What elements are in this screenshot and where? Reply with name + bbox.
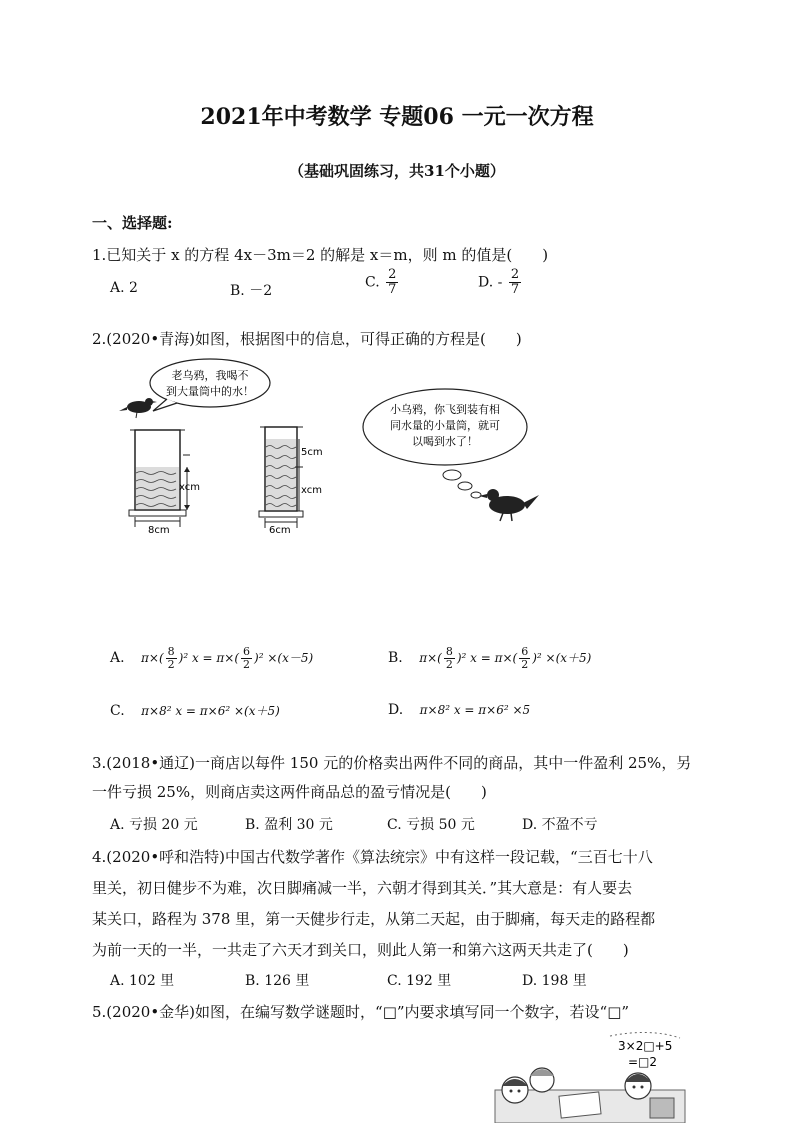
fraction-numerator: 8 bbox=[445, 645, 453, 658]
student-left-icon bbox=[502, 1077, 528, 1103]
bubble-1-line-2: 到大量筒中的水！ bbox=[166, 385, 254, 398]
q2-option-a bbox=[110, 646, 313, 671]
question-2-stem: 2.(2020•青海)如图，根据图中的信息，可得正确的方程是( ) bbox=[92, 330, 522, 348]
fraction-denominator: 7 bbox=[510, 282, 520, 297]
fraction-numerator: 6 bbox=[243, 645, 251, 658]
fraction-numerator: 2 bbox=[388, 267, 397, 282]
thought-dot-2 bbox=[458, 482, 472, 490]
question-4-line-2: 里关，初日健步不为难，次日脚痛减一半，六朝才得到其关．”其大意是：有人要去 bbox=[92, 879, 633, 897]
q3-option-d: D. 不盈不亏 bbox=[522, 817, 598, 833]
puzzle-line-1: 3×2□+5 bbox=[618, 1039, 673, 1053]
fraction-numerator: 2 bbox=[510, 267, 520, 282]
fraction-denominator: 2 bbox=[521, 658, 529, 671]
math-puzzle-figure bbox=[490, 1028, 690, 1123]
q4-option-d: D. 198 里 bbox=[522, 973, 587, 989]
q2-option-c-expr: π×8² x = π×6² ×(x＋5) bbox=[141, 704, 280, 718]
fraction-numerator: 6 bbox=[521, 645, 529, 658]
question-4-line-4: 为前一天的一半，一共走了六天才到关口，则此人第一和第六这两天共走了( ) bbox=[92, 941, 629, 959]
q2-option-b-label: B. bbox=[388, 650, 403, 666]
expr-part: )² x = π×( bbox=[456, 651, 518, 665]
q1-option-c-label: C. bbox=[365, 274, 380, 291]
q3-option-a: A. 亏损 20 元 bbox=[110, 817, 198, 833]
label-6cm: 6cm bbox=[269, 525, 291, 536]
expr-part: )² ×(x－5) bbox=[254, 651, 314, 665]
q2-option-d-expr: π×8² x = π×6² ×5 bbox=[419, 703, 531, 717]
q1-option-c-fraction bbox=[386, 268, 398, 297]
q2-option-d bbox=[388, 702, 530, 718]
thought-dot-3 bbox=[471, 492, 481, 498]
label-xcm-large: xcm bbox=[179, 482, 200, 493]
chair bbox=[650, 1098, 674, 1118]
bubble-2-line-1: 小乌鸦，你飞到装有相 bbox=[390, 403, 500, 416]
bubble-2-line-2: 同水量的小量筒，就可 bbox=[390, 419, 500, 432]
bubble-2-line-3: 以喝到水了！ bbox=[412, 435, 478, 448]
q1-option-a: A. 2 bbox=[110, 280, 138, 296]
student-middle-icon bbox=[530, 1068, 554, 1092]
q2-option-c bbox=[110, 702, 280, 719]
page-subtitle: （基础巩固练习，共31个小题） bbox=[289, 162, 505, 180]
small-crow-icon bbox=[479, 489, 539, 521]
label-8cm: 8cm bbox=[148, 525, 170, 536]
fraction-denominator: 2 bbox=[445, 658, 453, 671]
q2-option-b bbox=[388, 646, 591, 671]
label-xcm-small: xcm bbox=[301, 485, 322, 496]
q1-option-d bbox=[478, 268, 523, 297]
q2-option-c-label: C. bbox=[110, 703, 125, 719]
fraction-denominator: 7 bbox=[388, 282, 397, 297]
question-5-line-1: 5.(2020•金华)如图，在编写数学谜题时，“□”内要求填写同一个数字，若设“□” bbox=[92, 1003, 630, 1021]
old-crow-icon bbox=[119, 398, 157, 418]
q1-option-d-fraction bbox=[509, 268, 521, 297]
question-3-line-2: 一件亏损 25%，则商店卖这两件商品总的盈亏情况是( ) bbox=[92, 783, 487, 801]
large-cylinder bbox=[129, 430, 190, 527]
question-3-line-1: 3.(2018•通辽)一商店以每件 150 元的价格卖出两件不同的商品，其中一件盈利 25%，另 bbox=[92, 754, 692, 772]
question-4-line-3: 某关口，路程为 378 里，第一天健步行走，从第二天起，由于脚痛，每天走的路程都 bbox=[92, 910, 656, 928]
thought-dot-1 bbox=[443, 470, 461, 480]
paper bbox=[559, 1092, 601, 1118]
puzzle-arc bbox=[610, 1032, 680, 1038]
q3-option-c: C. 亏损 50 元 bbox=[387, 817, 475, 833]
question-4-line-1: 4.(2020•呼和浩特)中国古代数学著作《算法统宗》中有这样一段记载，“三百七十八 bbox=[92, 848, 653, 866]
q4-option-b: B. 126 里 bbox=[245, 973, 310, 989]
expr-part: π×( bbox=[141, 651, 164, 665]
expr-part: )² ×(x＋5) bbox=[532, 651, 592, 665]
crow-cylinder-figure bbox=[115, 355, 545, 545]
fraction-denominator: 2 bbox=[243, 658, 251, 671]
fraction-denominator: 2 bbox=[167, 658, 175, 671]
q1-option-c bbox=[365, 268, 400, 297]
q1-option-b: B. －2 bbox=[230, 283, 273, 299]
q2-option-b-expr bbox=[419, 645, 592, 671]
fraction-numerator: 8 bbox=[167, 645, 175, 658]
q2-option-a-label: A. bbox=[110, 650, 125, 666]
q2-option-d-label: D. bbox=[388, 702, 404, 718]
student-right-icon bbox=[625, 1073, 651, 1099]
expr-part: )² x = π×( bbox=[178, 651, 240, 665]
page-title: 2021年中考数学 专题06 一元一次方程 bbox=[200, 104, 594, 130]
bubble-1-line-1: 老乌鸦，我喝不 bbox=[171, 369, 249, 382]
question-1-stem: 1.已知关于 x 的方程 4x－3m＝2 的解是 x＝m，则 m 的值是( ) bbox=[92, 246, 549, 264]
q4-option-c: C. 192 里 bbox=[387, 973, 452, 989]
q2-option-a-expr bbox=[141, 645, 314, 671]
q3-option-b: B. 盈利 30 元 bbox=[245, 817, 333, 833]
q1-option-d-label: D. - bbox=[478, 274, 503, 291]
small-cylinder bbox=[259, 427, 303, 528]
label-5cm: 5cm bbox=[301, 447, 323, 458]
puzzle-line-2: =□2 bbox=[628, 1055, 658, 1069]
expr-part: π×( bbox=[419, 651, 442, 665]
section-heading: 一、选择题: bbox=[92, 214, 173, 232]
q4-option-a: A. 102 里 bbox=[110, 973, 175, 989]
